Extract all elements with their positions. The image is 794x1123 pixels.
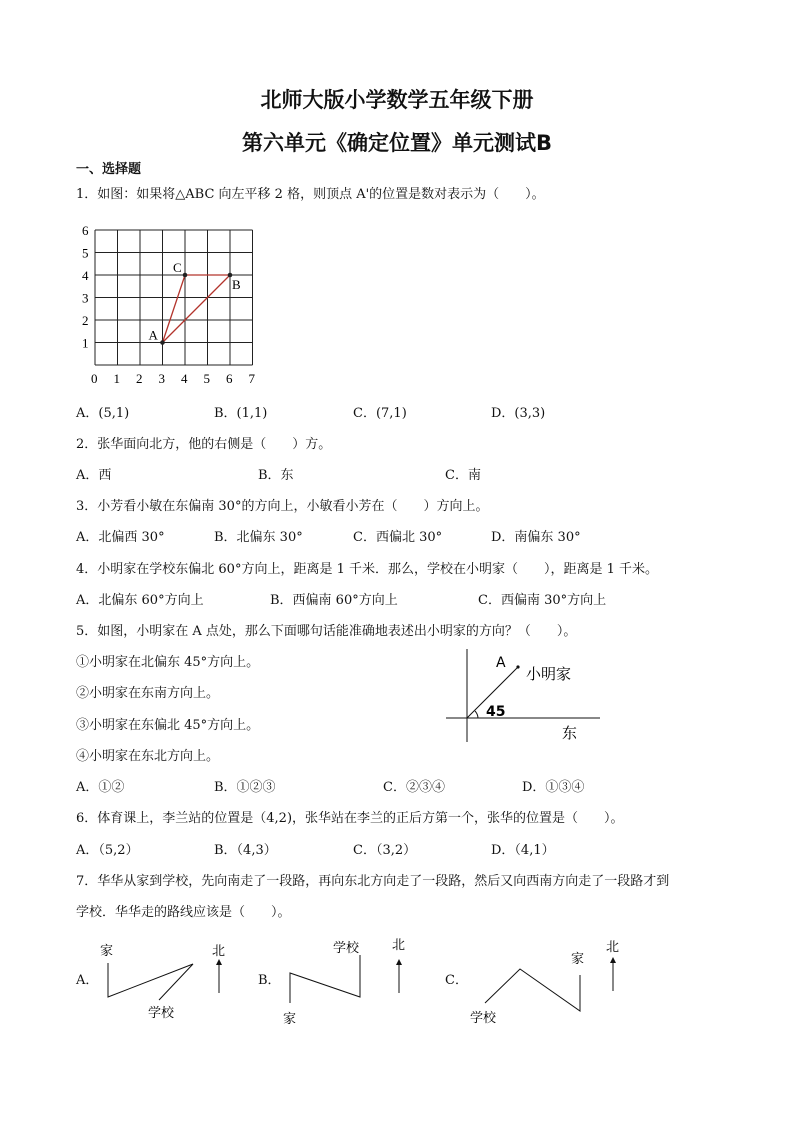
grid-x-tick-label: 6 [226,371,233,386]
question-7-option-b[interactable]: B． [258,973,281,988]
question-7-stem-line2: 学校．华华走的路线应该是（ ）。 [76,905,291,920]
question-5-angle-label: 45 [486,704,506,720]
grid-y-tick-label: 1 [82,335,89,351]
question-5-statement-2: ②小明家在东南方向上。 [76,686,220,701]
question-4-stem: 4．小明家在学校东偏北 60°方向上，距离是 1 千米．那么，学校在小明家（ ），距离是 1 千米。 [76,562,659,577]
question-2-option-a[interactable]: A．西 [76,468,112,483]
question-5-east-label: 东 [562,724,578,742]
question-5-statement-4: ④小明家在东北方向上。 [76,749,220,764]
route-b-north-label: 北 [392,938,406,953]
route-c-school-label: 学校 [470,1011,497,1026]
grid-x-tick-label: 0 [91,371,98,386]
question-1-option-b[interactable]: B．(1,1) [214,406,268,421]
question-5-option-b[interactable]: B．①②③ [214,780,276,795]
grid-x-tick-label: 7 [248,371,255,386]
question-7-option-c[interactable]: C． [445,973,468,988]
route-c-north-label: 北 [606,940,620,955]
question-5-statement-3: ③小明家在东偏北 45°方向上。 [76,718,260,733]
question-4-option-a[interactable]: A．北偏东 60°方向上 [76,593,204,608]
grid-x-tick-label: 4 [181,371,188,386]
question-5-option-a[interactable]: A．①② [76,780,125,795]
route-c-home-label: 家 [571,952,585,967]
question-6-option-d[interactable]: D．（4,1） [491,843,555,858]
route-a-school-label: 学校 [148,1006,175,1021]
grid-x-tick-label: 2 [136,371,143,386]
question-2-option-c[interactable]: C．南 [445,468,481,483]
question-2-stem: 2．张华面向北方，他的右侧是（ ）方。 [76,437,332,452]
question-5-home-label: 小明家 [526,665,572,683]
question-6-option-a[interactable]: A．（5,2） [76,843,139,858]
grid-y-tick-label: 5 [82,245,89,261]
section-heading: 一、选择题 [76,162,142,177]
north-arrow-icon [610,957,616,963]
question-5-option-d[interactable]: D．①③④ [522,780,585,795]
question-3-option-c[interactable]: C．西偏北 30° [353,530,443,545]
question-5-stem: 5．如图，小明家在 A 点处，那么下面哪句话能准确地表述出小明家的方向？（ ）。 [76,624,577,639]
question-2-option-b[interactable]: B．东 [258,468,294,483]
question-1-option-c[interactable]: C．(7,1) [353,406,407,421]
grid-x-tick-label: 5 [203,371,210,386]
page-subtitle: 第六单元《确定位置》单元测试B [241,131,552,155]
vertex-a-label: A [148,327,158,343]
route-a-home-label: 家 [100,944,114,959]
grid-x-tick-label: 3 [158,371,165,386]
vertex-b-label: B [232,277,241,292]
question-3-option-a[interactable]: A．北偏西 30° [76,530,165,545]
grid-y-tick-label: 4 [82,268,89,283]
route-b-home-label: 家 [283,1012,297,1027]
question-7-route-c-figure [465,935,630,1030]
question-6-option-b[interactable]: B．（4,3） [214,843,277,858]
question-1-stem: 1．如图：如果将△ABC 向左平移 2 格，则顶点 A'的位置是数对表示为（ ）。 [76,187,545,202]
route-a-north-label: 北 [212,944,226,959]
grid-x-tick-label: 1 [113,371,120,386]
question-7-option-a[interactable]: A． [76,973,99,988]
question-6-option-c[interactable]: C．（3,2） [353,843,417,858]
question-3-option-d[interactable]: D．南偏东 30° [491,530,581,545]
question-4-option-c[interactable]: C．西偏南 30°方向上 [478,593,607,608]
triangle-abc [163,275,231,343]
north-arrow-icon [216,959,222,965]
question-7-route-a-figure [95,935,235,1025]
question-5-point-label: A [496,655,506,671]
north-arrow-icon [396,959,402,965]
grid-y-tick-label: 2 [82,313,89,328]
question-7-route-b-figure [275,935,415,1030]
route-b-school-label: 学校 [333,941,360,956]
vertex-c-dot [183,273,188,278]
question-3-stem: 3．小芳看小敏在东偏南 30°的方向上，小敏看小芳在（ ）方向上。 [76,499,489,514]
question-4-option-b[interactable]: B．西偏南 60°方向上 [270,593,398,608]
question-1-option-a[interactable]: A．(5,1) [76,406,130,421]
page-title: 北师大版小学数学五年级下册 [260,88,534,112]
question-7-stem-line1: 7．华华从家到学校，先向南走了一段路，再向东北方向走了一段路，然后又向西南方向走了一段路才到 [76,874,670,889]
question-5-option-c[interactable]: C．②③④ [383,780,445,795]
grid-y-tick-label: 6 [82,223,89,238]
vertex-a-dot [160,340,165,345]
question-5-direction-figure [440,645,605,745]
vertex-c-label: C [173,260,182,275]
question-1-grid-figure [70,220,270,390]
question-1-option-d[interactable]: D．(3,3) [491,406,546,421]
question-6-stem: 6．体育课上，李兰站的位置是（4,2)，张华站在李兰的正后方第一个，张华的位置是（ ）。 [76,811,624,826]
question-3-option-b[interactable]: B．北偏东 30° [214,530,303,545]
question-5-statement-1: ①小明家在北偏东 45°方向上。 [76,655,260,670]
grid-y-tick-label: 3 [82,290,89,306]
